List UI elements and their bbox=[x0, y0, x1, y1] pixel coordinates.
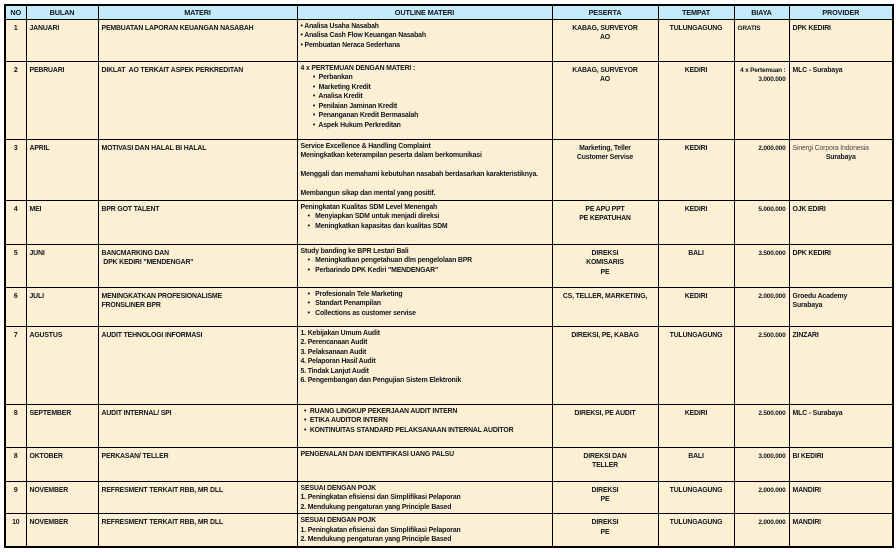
cell-peserta: DIREKSI DAN TELLER bbox=[552, 447, 658, 481]
cell-provider bbox=[789, 139, 893, 200]
cell-materi: DIKLAT AO TERKAIT ASPEK PERKREDITAN bbox=[98, 61, 297, 139]
table-row bbox=[5, 139, 893, 200]
cell-peserta: DIREKSI, PE, KABAG bbox=[552, 326, 658, 404]
cell-biaya: 4 x Pertemuan : 3.000.000 bbox=[734, 61, 789, 139]
cell-bulan: OKTOBER bbox=[26, 447, 98, 481]
column-header-provider: PROVIDER bbox=[789, 5, 893, 19]
cell-biaya: 2.000.000 bbox=[734, 481, 789, 514]
cell-materi: AUDIT INTERNAL/ SPI bbox=[98, 404, 297, 447]
cell-bulan: AGUSTUS bbox=[26, 326, 98, 404]
cell-peserta: PE APU PPT PE KEPATUHAN bbox=[552, 200, 658, 244]
provider-line: Groedu Academy bbox=[792, 292, 848, 300]
cell-provider bbox=[789, 404, 893, 447]
cell-biaya: 3.500.000 bbox=[734, 244, 789, 287]
cell-outline: • Analisa Usaha Nasabah • Analisa Cash Flow Keuangan Nasabah • Pembuatan Neraca Sederhana bbox=[297, 19, 552, 61]
cell-tempat: KEDIRI bbox=[658, 287, 734, 326]
cell-bulan: NOVEMBER bbox=[26, 514, 98, 547]
table-row bbox=[5, 404, 893, 447]
table-row bbox=[5, 481, 893, 514]
column-header-outline: OUTLINE MATERI bbox=[297, 5, 552, 19]
cell-no: 10 bbox=[5, 514, 26, 547]
cell-peserta: DIREKSI, PE AUDIT bbox=[552, 404, 658, 447]
cell-tempat: KEDIRI bbox=[658, 404, 734, 447]
cell-bulan: PEBRUARI bbox=[26, 61, 98, 139]
cell-materi: MOTIVASI DAN HALAL BI HALAL bbox=[98, 139, 297, 200]
cell-biaya: 2.000.000 bbox=[734, 514, 789, 547]
cell-materi: REFRESMENT TERKAIT RBB, MR DLL bbox=[98, 481, 297, 514]
provider-line: Surabaya bbox=[792, 302, 823, 309]
cell-no: 8 bbox=[5, 404, 26, 447]
table-row bbox=[5, 19, 893, 61]
cell-peserta: DIREKSI PE bbox=[552, 481, 658, 514]
cell-no: 8 bbox=[5, 447, 26, 481]
cell-biaya: 2.000.000 bbox=[734, 139, 789, 200]
cell-outline: Service Excellence & Handling Complaint Meningkatkan keterampilan peserta dalam berkomunikasi Menggali dan memahami kebutuhan nasabah berdasarkan karakteristiknya. Membangun sikap dan mental yang positif. bbox=[297, 139, 552, 200]
provider-line: MANDIRI bbox=[792, 519, 821, 526]
cell-outline: SESUAI DENGAN POJK 1. Peningkatan efisiensi dan Simplifikasi Pelaporan 2. Mendukung pengaturan yang Principle Based bbox=[297, 481, 552, 514]
cell-outline: SESUAI DENGAN POJK 1. Peningkatan efisiensi dan Simplifikasi Pelaporan 2. Mendukung pengaturan yang Principle Based bbox=[297, 514, 552, 547]
column-header-peserta: PESERTA bbox=[552, 5, 658, 19]
provider-line: MLC - Surabaya bbox=[792, 409, 843, 417]
cell-tempat: TULUNGAGUNG bbox=[658, 481, 734, 514]
cell-biaya: 3.000.000 bbox=[734, 447, 789, 481]
cell-peserta: Marketing, Teller Customer Servise bbox=[552, 139, 658, 200]
cell-provider bbox=[789, 481, 893, 514]
provider-line: Sinergi Corpora Indonesia bbox=[792, 144, 869, 152]
cell-bulan: JULI bbox=[26, 287, 98, 326]
table-row bbox=[5, 244, 893, 287]
table-row bbox=[5, 447, 893, 481]
cell-peserta: KABAG, SURVEYOR AO bbox=[552, 61, 658, 139]
cell-bulan: JANUARI bbox=[26, 19, 98, 61]
cell-tempat: KEDIRI bbox=[658, 61, 734, 139]
cell-tempat: TULUNGAGUNG bbox=[658, 514, 734, 547]
column-header-tempat: TEMPAT bbox=[658, 5, 734, 19]
table-header-row bbox=[5, 5, 893, 19]
cell-peserta: DIREKSI KOMISARIS PE bbox=[552, 244, 658, 287]
table-row bbox=[5, 514, 893, 547]
training-schedule-table bbox=[4, 4, 894, 548]
cell-outline: • Profesionaln Tele Marketing • Standart Penampilan • Collections as customer servise bbox=[297, 287, 552, 326]
cell-outline: PENGENALAN DAN IDENTIFIKASI UANG PALSU bbox=[297, 447, 552, 481]
cell-outline: 1. Kebijakan Umum Audit 2. Perencanaan Audit 3. Pelaksanaan Audit 4. Pelaporan Hasil Audit 5. Tindak Lanjut Audit 6. Pengembangan dan Pengujian Sistem Elektronik bbox=[297, 326, 552, 404]
cell-outline: Peningkatan Kualitas SDM Level Menengah • Menyiapkan SDM untuk menjadi direksi • Meningkatkan kapasitas dan kualitas SDM bbox=[297, 200, 552, 244]
cell-tempat: KEDIRI bbox=[658, 200, 734, 244]
cell-outline: Study banding ke BPR Lestari Bali • Meningkatkan pengetahuan dlm pengelolaan BPR • Perbarindo DPK Kediri "MENDENGAR" bbox=[297, 244, 552, 287]
cell-no: 4 bbox=[5, 200, 26, 244]
cell-biaya: 2.500.000 bbox=[734, 326, 789, 404]
cell-peserta: DIREKSI PE bbox=[552, 514, 658, 547]
cell-tempat: BALI bbox=[658, 447, 734, 481]
cell-no: 5 bbox=[5, 244, 26, 287]
cell-no: 2 bbox=[5, 61, 26, 139]
provider-line: DPK KEDIRI bbox=[792, 249, 831, 257]
cell-materi: MENINGKATKAN PROFESIONALISME FRONSLINER BPR bbox=[98, 287, 297, 326]
table-row bbox=[5, 200, 893, 244]
cell-materi: REFRESMENT TERKAIT RBB, MR DLL bbox=[98, 514, 297, 547]
table-row bbox=[5, 61, 893, 139]
cell-biaya: 2.000.000 bbox=[734, 287, 789, 326]
cell-tempat: TULUNGAGUNG bbox=[658, 326, 734, 404]
cell-bulan: SEPTEMBER bbox=[26, 404, 98, 447]
cell-peserta: CS, TELLER, MARKETING, bbox=[552, 287, 658, 326]
cell-peserta: KABAG, SURVEYOR AO bbox=[552, 19, 658, 61]
table-row bbox=[5, 326, 893, 404]
cell-bulan: APRIL bbox=[26, 139, 98, 200]
cell-no: 1 bbox=[5, 19, 26, 61]
cell-tempat: BALI bbox=[658, 244, 734, 287]
cell-materi: PEMBUATAN LAPORAN KEUANGAN NASABAH bbox=[98, 19, 297, 61]
column-header-biaya: BIAYA bbox=[734, 5, 789, 19]
cell-tempat: TULUNGAGUNG bbox=[658, 19, 734, 61]
provider-line: Surabaya bbox=[825, 154, 856, 161]
cell-bulan: MEI bbox=[26, 200, 98, 244]
cell-no: 7 bbox=[5, 326, 26, 404]
cell-no: 9 bbox=[5, 481, 26, 514]
column-header-materi: MATERI bbox=[98, 5, 297, 19]
cell-provider bbox=[789, 326, 893, 404]
table-row bbox=[5, 287, 893, 326]
cell-provider bbox=[789, 200, 893, 244]
provider-line: OJK EDIRI bbox=[792, 205, 826, 213]
cell-provider bbox=[789, 447, 893, 481]
cell-outline: • RUANG LINGKUP PEKERJAAN AUDIT INTERN • ETIKA AUDITOR INTERN • KONTINUITAS STANDARD PELAKSANAAN INTERNAL AUDITOR bbox=[297, 404, 552, 447]
provider-line: BI KEDIRI bbox=[792, 452, 824, 460]
cell-no: 6 bbox=[5, 287, 26, 326]
cell-bulan: JUNI bbox=[26, 244, 98, 287]
provider-line: ZINZARI bbox=[792, 331, 819, 339]
provider-line: DPK KEDIRI bbox=[792, 24, 831, 32]
cell-provider bbox=[789, 61, 893, 139]
cell-biaya: GRATIS bbox=[734, 19, 789, 61]
cell-materi: BPR GOT TALENT bbox=[98, 200, 297, 244]
cell-provider bbox=[789, 514, 893, 547]
cell-bulan: NOVEMBER bbox=[26, 481, 98, 514]
cell-materi: PERKASAN/ TELLER bbox=[98, 447, 297, 481]
column-header-no: NO bbox=[5, 5, 26, 19]
cell-materi: BANCMARKING DAN DPK KEDIRI "MENDENGAR" bbox=[98, 244, 297, 287]
cell-tempat: KEDIRI bbox=[658, 139, 734, 200]
cell-biaya: 5.000.000 bbox=[734, 200, 789, 244]
cell-provider bbox=[789, 19, 893, 61]
provider-line: MLC - Surabaya bbox=[792, 66, 843, 74]
cell-no: 3 bbox=[5, 139, 26, 200]
cell-materi: AUDIT TEHNOLOGI INFORMASI bbox=[98, 326, 297, 404]
column-header-bulan: BULAN bbox=[26, 5, 98, 19]
cell-provider bbox=[789, 244, 893, 287]
cell-provider bbox=[789, 287, 893, 326]
provider-line: MANDIRI bbox=[792, 486, 821, 494]
cell-outline: 4 x PERTEMUAN DENGAN MATERI : • Perbankan • Marketing Kredit • Analisa Kredit • Penilaian Jaminan Kredit • Penanganan Kredit Bermasalah • Aspek Hukum Perkreditan bbox=[297, 61, 552, 139]
table-body bbox=[5, 19, 893, 547]
cell-biaya: 2.500.000 bbox=[734, 404, 789, 447]
